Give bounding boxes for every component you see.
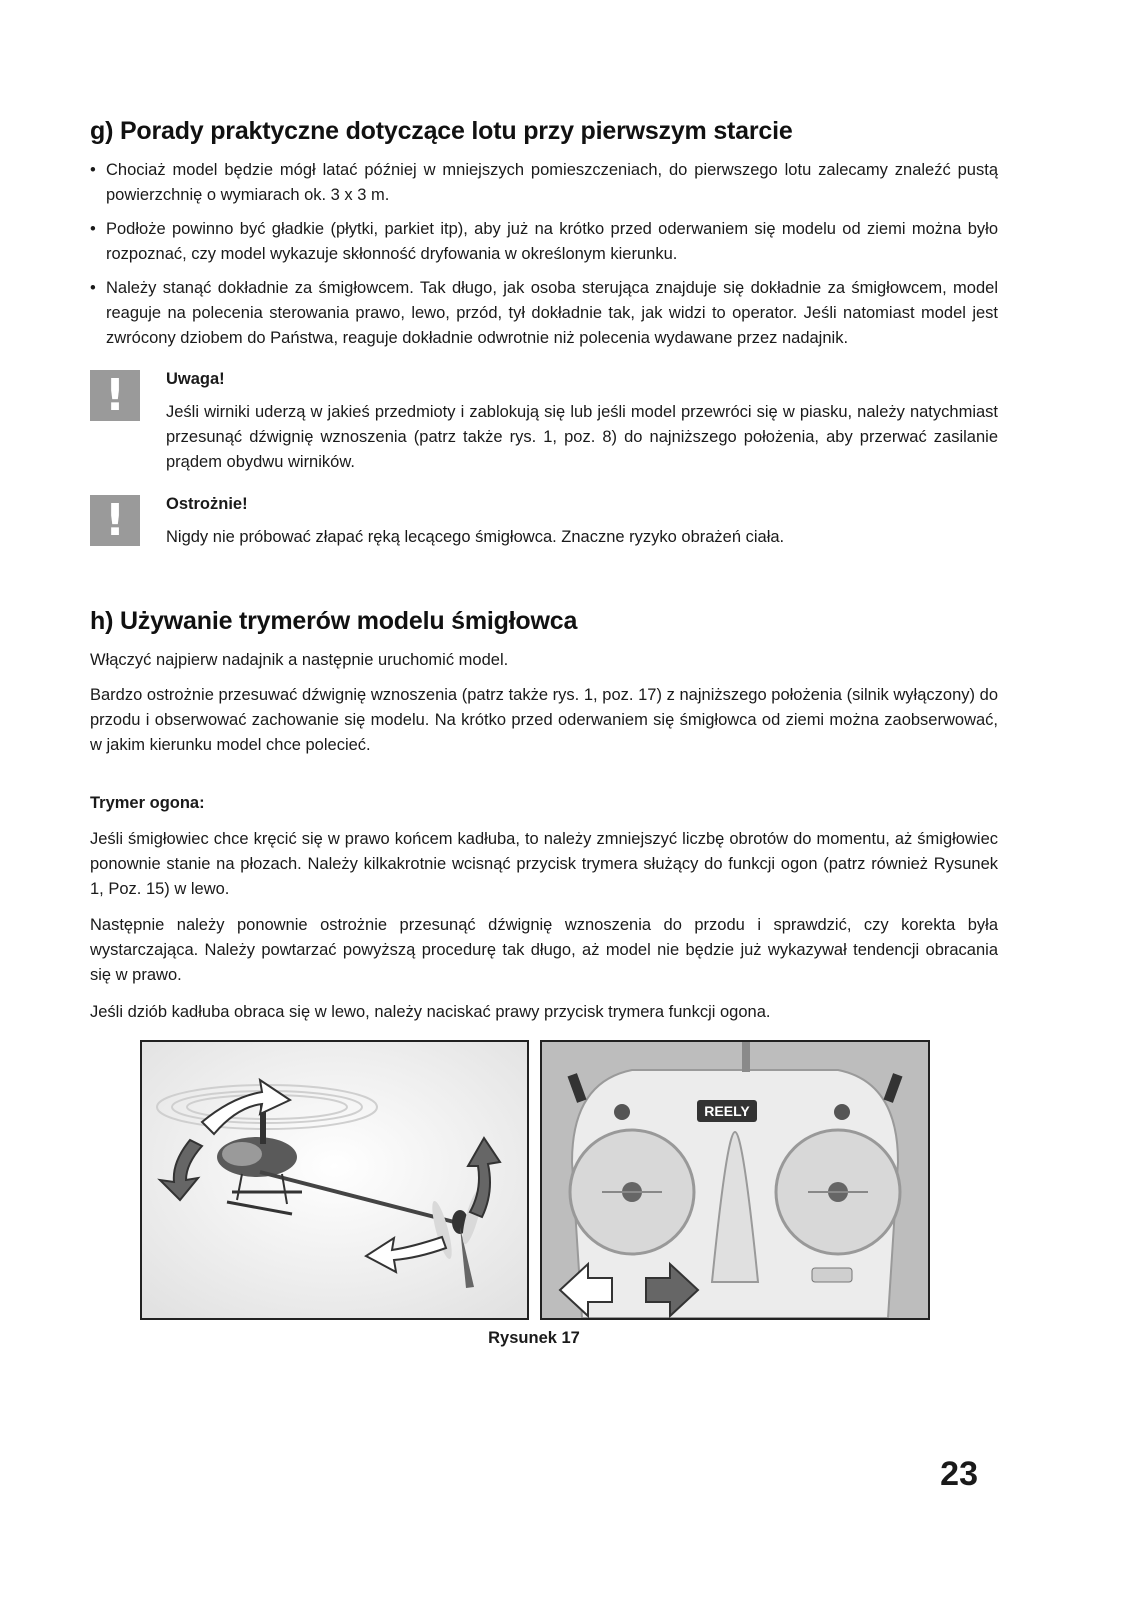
section-h-heading: h) Używanie trymerów modelu śmigłowca <box>90 607 578 635</box>
bullet-marker: • <box>90 161 96 179</box>
transmitter-illustration <box>542 1042 928 1318</box>
warning-text: Jeśli wirniki uderzą w jakieś przedmioty i zablokują się lub jeśli model przewróci się w piasku, należy natychmiast przesunąć dźwignię wznoszenia (patrz także rys. 1, poz. 8) do najniższego położenia, aby przerwać zasilanie prądem obydwu wirników. <box>166 403 998 471</box>
section-g-heading: g) Porady praktyczne dotyczące lotu przy pierwszym starcie <box>90 117 793 145</box>
paragraph: Bardzo ostrożnie przesuwać dźwignię wznoszenia (patrz także rys. 1, poz. 17) z najniższego położenia (silnik wyłączony) do przodu i obserwować zachowanie się modelu. Na krótko przed oderwaniem się śmigłowca od ziemi można zaobserwować, w jakim kierunku model chce polecieć. <box>90 686 998 754</box>
page-number: 23 <box>940 1455 978 1493</box>
paragraph: Włączyć najpierw nadajnik a następnie uruchomić model. <box>90 651 509 669</box>
figure-17 <box>140 1040 930 1320</box>
bullet-marker: • <box>90 279 96 297</box>
transmitter-photo <box>540 1040 930 1320</box>
paragraph: Jeśli dziób kadłuba obraca się w lewo, należy naciskać prawy przycisk trymera funkcji ogona. <box>90 1003 771 1021</box>
warning-title: Ostrożnie! <box>166 495 248 513</box>
subheading-tail-trim: Trymer ogona: <box>90 794 205 812</box>
list-item: • Należy stanąć dokładnie za śmigłowcem. Tak długo, jak osoba sterująca znajduje się dokładnie za śmigłowcem, model reaguje na polecenia sterowania prawo, lewo, przód, tył dokładnie tak, jak widzi to operator. Jeśli natomiast model jest zwrócony dziobem do Państwa, reaguje dokładnie odwrotnie niż polecenia wydawane przez nadajnik. <box>90 276 998 351</box>
tips-list <box>90 158 998 360</box>
paragraph: Następnie należy ponownie ostrożnie przesunąć dźwignię wznoszenia do przodu i sprawdzić, czy korekta była wystarczająca. Należy powtarzać powyższą procedurę tak długo, aż model nie będzie już wykazywał tendencji obracania się w prawo. <box>90 916 998 984</box>
exclamation-icon: ! <box>90 495 140 546</box>
bullet-marker: • <box>90 220 96 238</box>
paragraph: Jeśli śmigłowiec chce kręcić się w prawo końcem kadłuba, to należy zmniejszyć liczbę obrotów do momentu, aż śmigłowiec ponownie stanie na płozach. Należy kilkakrotnie wcisnąć przycisk trymera służący do funkcji ogon (patrz również Rysunek 1, Poz. 15) w lewo. <box>90 830 998 898</box>
figure-caption: Rysunek 17 <box>488 1329 580 1347</box>
brand-logo: REELY <box>704 1103 750 1119</box>
list-item: • Podłoże powinno być gładkie (płytki, parkiet itp), aby już na krótko przed oderwaniem się modelu od ziemi można było rozpoznać, czy model wykazuje skłonność dryfowania w określonym kierunku. <box>90 217 998 267</box>
warning-title: Uwaga! <box>166 370 225 388</box>
exclamation-icon: ! <box>90 370 140 421</box>
helicopter-illustration <box>142 1042 527 1318</box>
helicopter-photo <box>140 1040 529 1320</box>
list-item: • Chociaż model będzie mógł latać później w mniejszych pomieszczeniach, do pierwszego lotu zalecamy znaleźć pustą powierzchnię o wymiarach ok. 3 x 3 m. <box>90 158 998 208</box>
warning-text: Nigdy nie próbować złapać ręką lecącego śmigłowca. Znaczne ryzyko obrażeń ciała. <box>166 528 785 546</box>
